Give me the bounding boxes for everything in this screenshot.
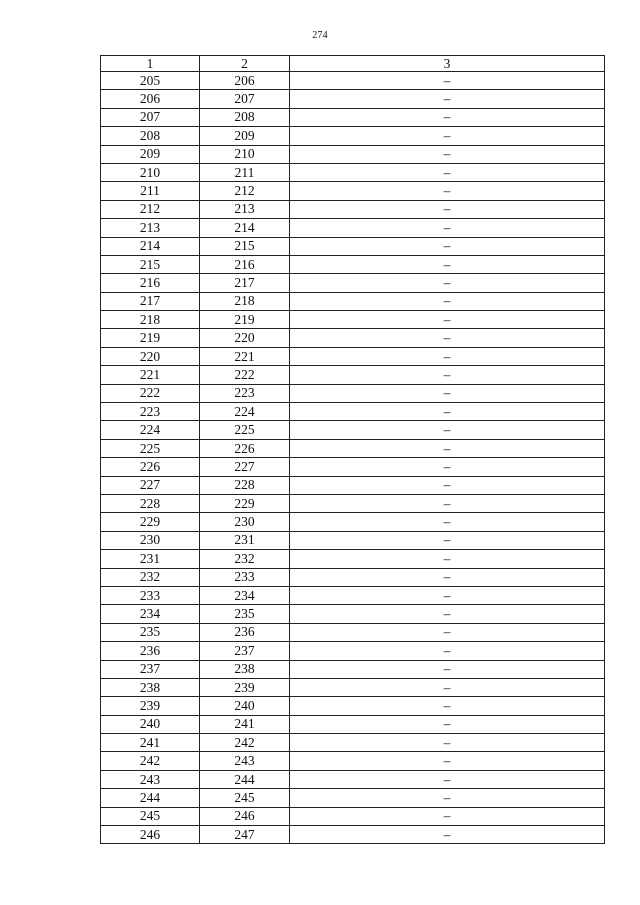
table-cell-col-2: 230 — [200, 513, 290, 531]
table-cell-col-2: 229 — [200, 494, 290, 512]
table-cell-col-2: 217 — [200, 274, 290, 292]
table-cell-col-2: 243 — [200, 752, 290, 770]
table-cell-col-1: 221 — [101, 366, 200, 384]
table-cell-col-3: – — [290, 182, 605, 200]
table-cell-col-2: 232 — [200, 550, 290, 568]
table-cell-col-2: 209 — [200, 127, 290, 145]
table-cell-col-3: – — [290, 734, 605, 752]
table-row — [101, 292, 605, 310]
table-cell-col-1: 243 — [101, 770, 200, 788]
table-cell-col-2: 206 — [200, 72, 290, 90]
table-cell-col-1: 226 — [101, 458, 200, 476]
table-cell-col-3: – — [290, 292, 605, 310]
table-cell-col-1: 207 — [101, 108, 200, 126]
table-cell-col-1: 233 — [101, 586, 200, 604]
table-row — [101, 274, 605, 292]
table-cell-col-3: – — [290, 108, 605, 126]
table-row — [101, 200, 605, 218]
table-cell-col-3: – — [290, 568, 605, 586]
table-cell-col-1: 217 — [101, 292, 200, 310]
table-cell-col-1: 219 — [101, 329, 200, 347]
table-cell-col-3: – — [290, 366, 605, 384]
table-cell-col-2: 241 — [200, 715, 290, 733]
table-cell-col-1: 209 — [101, 145, 200, 163]
table-row — [101, 439, 605, 457]
table-row — [101, 219, 605, 237]
table-row — [101, 513, 605, 531]
table-cell-col-2: 238 — [200, 660, 290, 678]
table-row — [101, 697, 605, 715]
table-cell-col-3: – — [290, 90, 605, 108]
table-cell-col-3: – — [290, 421, 605, 439]
table-cell-col-3: – — [290, 642, 605, 660]
table-cell-col-3: – — [290, 623, 605, 641]
table-cell-col-3: – — [290, 715, 605, 733]
table-cell-col-1: 229 — [101, 513, 200, 531]
table-row — [101, 623, 605, 641]
table-cell-col-2: 235 — [200, 605, 290, 623]
table-row — [101, 476, 605, 494]
table-cell-col-1: 246 — [101, 826, 200, 844]
table-cell-col-3: – — [290, 789, 605, 807]
page-number: 274 — [312, 30, 328, 41]
table-cell-col-2: 242 — [200, 734, 290, 752]
table-row — [101, 347, 605, 365]
table-cell-col-2: 227 — [200, 458, 290, 476]
table-cell-col-3: – — [290, 329, 605, 347]
table-cell-col-3: – — [290, 678, 605, 696]
table-row — [101, 403, 605, 421]
table-cell-col-3: – — [290, 770, 605, 788]
table-cell-col-2: 234 — [200, 586, 290, 604]
table-cell-col-2: 246 — [200, 807, 290, 825]
table-cell-col-1: 213 — [101, 219, 200, 237]
table-cell-col-2: 245 — [200, 789, 290, 807]
table-row — [101, 605, 605, 623]
table-cell-col-1: 234 — [101, 605, 200, 623]
table-cell-col-2: 220 — [200, 329, 290, 347]
table-cell-col-3: – — [290, 145, 605, 163]
table-cell-col-2: 210 — [200, 145, 290, 163]
table-cell-col-3: – — [290, 513, 605, 531]
table-cell-col-1: 214 — [101, 237, 200, 255]
table-cell-col-1: 244 — [101, 789, 200, 807]
table-cell-col-2: 216 — [200, 255, 290, 273]
table-cell-col-2: 244 — [200, 770, 290, 788]
table-cell-col-3: – — [290, 697, 605, 715]
table-cell-col-2: 219 — [200, 311, 290, 329]
table-cell-col-1: 235 — [101, 623, 200, 641]
table-cell-col-2: 223 — [200, 384, 290, 402]
table-cell-col-1: 224 — [101, 421, 200, 439]
table-cell-col-1: 232 — [101, 568, 200, 586]
table-cell-col-1: 230 — [101, 531, 200, 549]
table-cell-col-3: – — [290, 550, 605, 568]
table-cell-col-3: – — [290, 200, 605, 218]
table-row — [101, 550, 605, 568]
table-cell-col-3: – — [290, 458, 605, 476]
table-cell-col-3: – — [290, 605, 605, 623]
table-cell-col-2: 247 — [200, 826, 290, 844]
table-cell-col-1: 236 — [101, 642, 200, 660]
table-row — [101, 807, 605, 825]
table-cell-col-1: 211 — [101, 182, 200, 200]
table-cell-col-1: 205 — [101, 72, 200, 90]
table-row — [101, 237, 605, 255]
table-cell-col-3: – — [290, 403, 605, 421]
table-cell-col-1: 227 — [101, 476, 200, 494]
table-row — [101, 789, 605, 807]
table-row — [101, 568, 605, 586]
table-cell-col-3: – — [290, 347, 605, 365]
table-body — [101, 72, 605, 844]
table-row — [101, 458, 605, 476]
table-cell-col-2: 233 — [200, 568, 290, 586]
table-cell-col-1: 223 — [101, 403, 200, 421]
table-cell-col-3: – — [290, 807, 605, 825]
table-cell-col-1: 238 — [101, 678, 200, 696]
table-cell-col-3: – — [290, 72, 605, 90]
table-cell-col-1: 237 — [101, 660, 200, 678]
table-row — [101, 72, 605, 90]
table-row — [101, 329, 605, 347]
table-cell-col-1: 215 — [101, 255, 200, 273]
table-cell-col-3: – — [290, 826, 605, 844]
table-cell-col-2: 213 — [200, 200, 290, 218]
table-row — [101, 311, 605, 329]
table-row — [101, 715, 605, 733]
table-row — [101, 494, 605, 512]
column-header-1: 1 — [101, 56, 200, 72]
table-row — [101, 182, 605, 200]
header-row — [101, 56, 605, 72]
table-cell-col-2: 221 — [200, 347, 290, 365]
table-row — [101, 366, 605, 384]
table-row — [101, 660, 605, 678]
table-row — [101, 642, 605, 660]
table-row — [101, 127, 605, 145]
table-cell-col-2: 218 — [200, 292, 290, 310]
table-row — [101, 163, 605, 181]
table-cell-col-2: 214 — [200, 219, 290, 237]
table-header — [101, 56, 605, 72]
table-cell-col-2: 240 — [200, 697, 290, 715]
table-cell-col-1: 208 — [101, 127, 200, 145]
table-cell-col-2: 207 — [200, 90, 290, 108]
table-row — [101, 108, 605, 126]
table-cell-col-3: – — [290, 660, 605, 678]
table-cell-col-1: 228 — [101, 494, 200, 512]
table-cell-col-1: 240 — [101, 715, 200, 733]
table-cell-col-3: – — [290, 237, 605, 255]
table-row — [101, 586, 605, 604]
table-cell-col-3: – — [290, 494, 605, 512]
table-cell-col-1: 218 — [101, 311, 200, 329]
table-row — [101, 770, 605, 788]
table-cell-col-1: 239 — [101, 697, 200, 715]
table-cell-col-2: 211 — [200, 163, 290, 181]
table-row — [101, 678, 605, 696]
table-cell-col-2: 237 — [200, 642, 290, 660]
table-cell-col-1: 206 — [101, 90, 200, 108]
table-cell-col-1: 245 — [101, 807, 200, 825]
table-cell-col-3: – — [290, 163, 605, 181]
table-cell-col-3: – — [290, 311, 605, 329]
table-cell-col-1: 216 — [101, 274, 200, 292]
table-cell-col-3: – — [290, 439, 605, 457]
data-table — [100, 55, 605, 844]
table-cell-col-2: 208 — [200, 108, 290, 126]
table-cell-col-3: – — [290, 127, 605, 145]
table-cell-col-2: 225 — [200, 421, 290, 439]
table-cell-col-2: 226 — [200, 439, 290, 457]
table-cell-col-2: 228 — [200, 476, 290, 494]
table-cell-col-3: – — [290, 219, 605, 237]
table-cell-col-1: 220 — [101, 347, 200, 365]
table-cell-col-3: – — [290, 274, 605, 292]
table-cell-col-2: 224 — [200, 403, 290, 421]
table-cell-col-1: 241 — [101, 734, 200, 752]
table-cell-col-3: – — [290, 531, 605, 549]
table-cell-col-3: – — [290, 255, 605, 273]
table-row — [101, 826, 605, 844]
table-cell-col-3: – — [290, 476, 605, 494]
table-row — [101, 734, 605, 752]
table-row — [101, 90, 605, 108]
table-row — [101, 145, 605, 163]
table-row — [101, 531, 605, 549]
table-cell-col-2: 222 — [200, 366, 290, 384]
column-header-3: 3 — [290, 56, 605, 72]
table-row — [101, 752, 605, 770]
table-cell-col-1: 225 — [101, 439, 200, 457]
table-cell-col-3: – — [290, 586, 605, 604]
table-cell-col-2: 239 — [200, 678, 290, 696]
table-cell-col-3: – — [290, 384, 605, 402]
table-cell-col-2: 236 — [200, 623, 290, 641]
table-row — [101, 421, 605, 439]
table-cell-col-1: 222 — [101, 384, 200, 402]
column-header-2: 2 — [200, 56, 290, 72]
table-row — [101, 384, 605, 402]
table-cell-col-1: 242 — [101, 752, 200, 770]
table-cell-col-2: 212 — [200, 182, 290, 200]
table-row — [101, 255, 605, 273]
table-cell-col-3: – — [290, 752, 605, 770]
table-cell-col-1: 210 — [101, 163, 200, 181]
table-cell-col-2: 231 — [200, 531, 290, 549]
table-cell-col-1: 212 — [101, 200, 200, 218]
table-cell-col-1: 231 — [101, 550, 200, 568]
table-cell-col-2: 215 — [200, 237, 290, 255]
